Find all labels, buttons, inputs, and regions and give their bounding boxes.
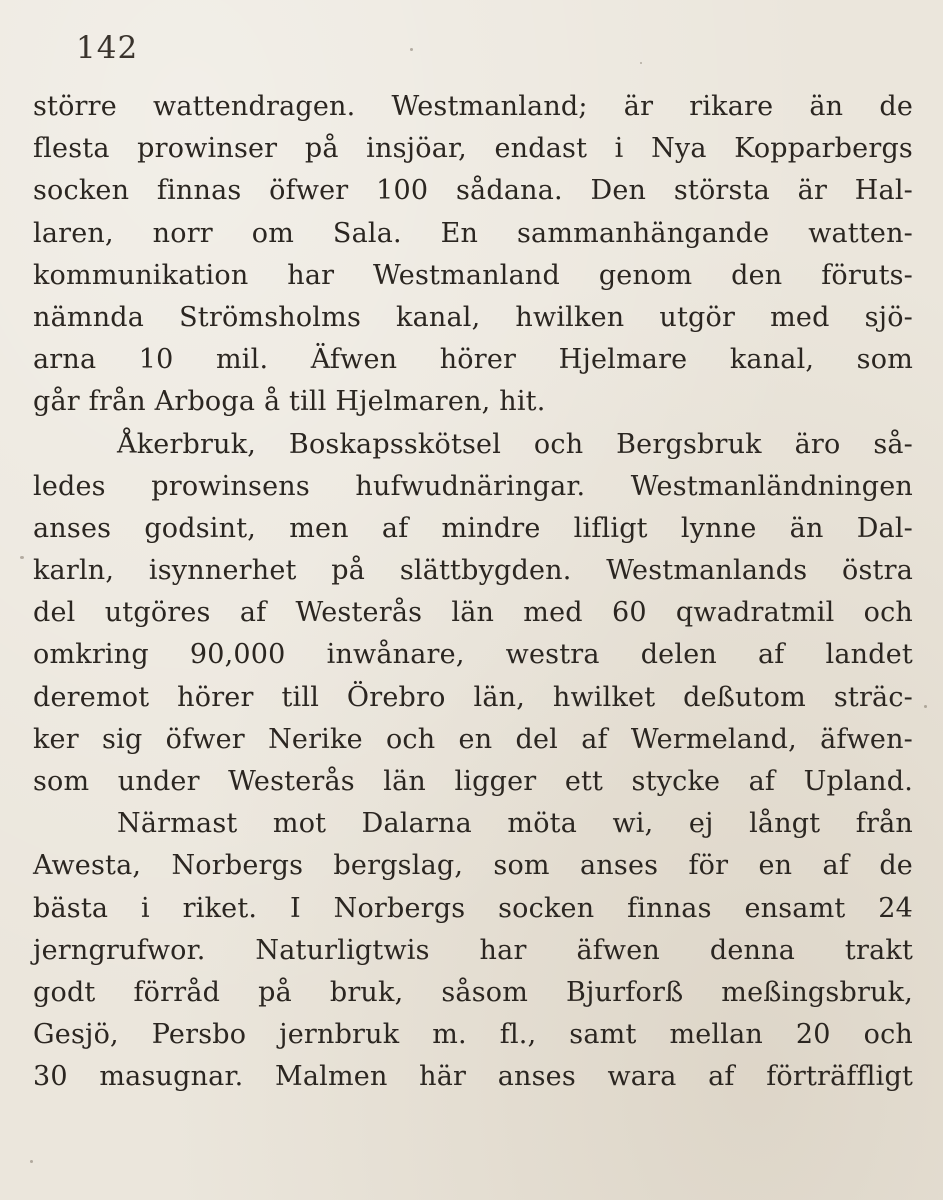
text-line: karln, isynnerhet på slättbygden. Westmanlands östra [33, 555, 913, 587]
text-line: Närmast mot Dalarna möta wi, ej långt från [117, 808, 913, 840]
text-line: större wattendragen. Westmanland; är rikare än de [33, 91, 913, 122]
paper-speck [410, 48, 413, 51]
text-line: deremot hörer till Örebro län, hwilket deßutom sträc- [33, 681, 913, 713]
text-line: jerngrufwor. Naturligtwis har äfwen denna trakt [33, 934, 913, 966]
text-line: laren, norr om Sala. En sammanhängande watten- [33, 217, 913, 249]
text-line: del utgöres af Westerås län med 60 qwadratmil och [33, 597, 913, 629]
text-line: socken finnas öfwer 100 sådana. Den största är Hal- [33, 175, 913, 207]
page-number: 142 [76, 30, 139, 66]
text-line: omkring 90,000 inwånare, westra delen af landet [33, 639, 913, 671]
paper-speck [924, 705, 927, 708]
text-line: bästa i riket. I Norbergs socken finnas ensamt 24 [33, 892, 913, 924]
paper-speck [30, 1160, 33, 1163]
text-line: 30 masugnar. Malmen här anses wara af förträffligt [33, 1061, 913, 1093]
body-text [33, 86, 913, 1099]
text-line: godt förråd på bruk, såsom Bjurforß meßingsbruk, [33, 976, 913, 1008]
text-line: ker sig öfwer Nerike och en del af Wermeland, äfwen- [33, 723, 913, 755]
text-line: går från Arboga å till Hjelmaren, hit. [33, 386, 546, 418]
text-line: Gesjö, Persbo jernbruk m. fl., samt mellan 20 och [33, 1019, 913, 1051]
text-line: som under Westerås län ligger ett stycke af Upland. [33, 766, 913, 797]
text-line: flesta prowinser på insjöar, endast i Nya Kopparbergs [33, 133, 913, 165]
text-line: nämnda Strömsholms kanal, hwilken utgör med sjö- [33, 301, 913, 333]
paper-speck [20, 556, 24, 559]
text-line: ledes prowinsens hufwudnäringar. Westmanländningen [33, 470, 913, 502]
text-line: Awesta, Norbergs bergslag, som anses för en af de [33, 850, 913, 882]
paper-speck [640, 62, 642, 64]
text-line: anses godsint, men af mindre lifligt lynne än Dal- [33, 512, 913, 544]
text-line: kommunikation har Westmanland genom den föruts- [33, 259, 913, 291]
text-line: Åkerbruk, Boskapsskötsel och Bergsbruk äro så- [117, 428, 913, 460]
text-line: arna 10 mil. Äfwen hörer Hjelmare kanal, som [33, 344, 913, 376]
